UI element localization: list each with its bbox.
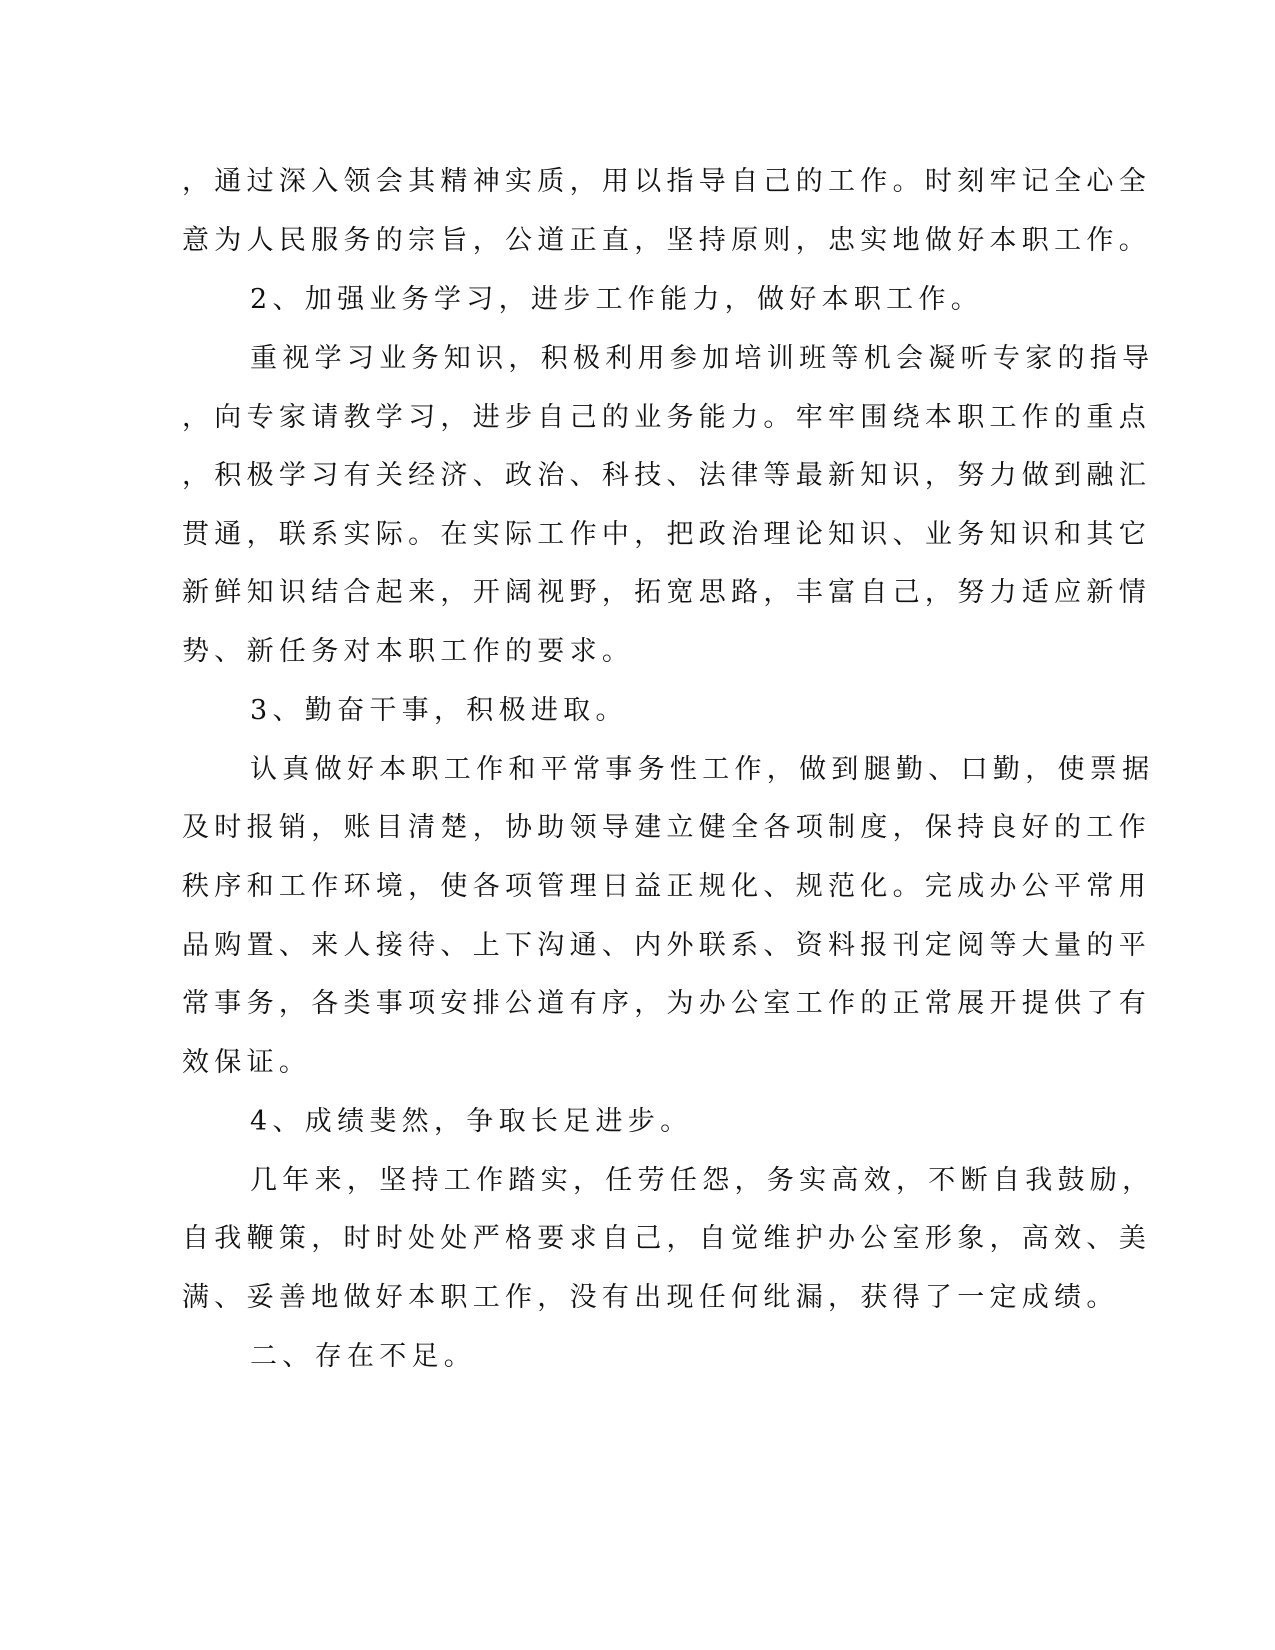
- section-heading: 二、存在不足。: [250, 1341, 477, 1372]
- section-heading: 2、加强业务学习，进步工作能力，做好本职工作。: [250, 284, 984, 315]
- text-line: ，向专家请教学习，进步自己的业务能力。牢牢围绕本职工作的重点: [182, 402, 1151, 433]
- text-line: 品购置、来人接待、上下沟通、内外联系、资料报刊定阅等大量的平: [182, 930, 1151, 961]
- text-line: 势、新任务对本职工作的要求。: [182, 636, 635, 667]
- text-line: 效保证。: [182, 1047, 312, 1078]
- section-heading: 4、成绩斐然，争取长足进步。: [250, 1106, 693, 1137]
- text-line: 贯通，联系实际。在实际工作中，把政治理论知识、业务知识和其它: [182, 519, 1151, 550]
- text-line: 满、妥善地做好本职工作，没有出现任何纰漏，获得了一定成绩。: [182, 1282, 1119, 1313]
- text-line: 及时报销，账目清楚，协助领导建立健全各项制度，保持良好的工作: [182, 812, 1151, 843]
- text-line: 新鲜知识结合起来，开阔视野，拓宽思路，丰富自己，努力适应新情: [182, 577, 1151, 608]
- paragraph-first-line: 重视学习业务知识，积极利用参加培训班等机会凝听专家的指导: [250, 343, 1155, 374]
- text-line: ，积极学习有关经济、政治、科技、法律等最新知识，努力做到融汇: [182, 460, 1151, 491]
- text-line: ，通过深入领会其精神实质，用以指导自己的工作。时刻牢记全心全: [182, 166, 1151, 197]
- text-line: 常事务，各类事项安排公道有序，为办公室工作的正常展开提供了有: [182, 988, 1151, 1019]
- paragraph-first-line: 认真做好本职工作和平常事务性工作，做到腿勤、口勤，使票据: [250, 754, 1155, 785]
- text-line: 意为人民服务的宗旨，公道正直，坚持原则，忠实地做好本职工作。: [182, 225, 1151, 256]
- text-line: 秩序和工作环境，使各项管理日益正规化、规范化。完成办公平常用: [182, 871, 1151, 902]
- text-line: 自我鞭策，时时处处严格要求自己，自觉维护办公室形象，高效、美: [182, 1223, 1151, 1254]
- paragraph-first-line: 几年来，坚持工作踏实，任劳任怨，务实高效，不断自我鼓励，: [250, 1165, 1155, 1196]
- section-heading: 3、勤奋干事，积极进取。: [250, 695, 628, 726]
